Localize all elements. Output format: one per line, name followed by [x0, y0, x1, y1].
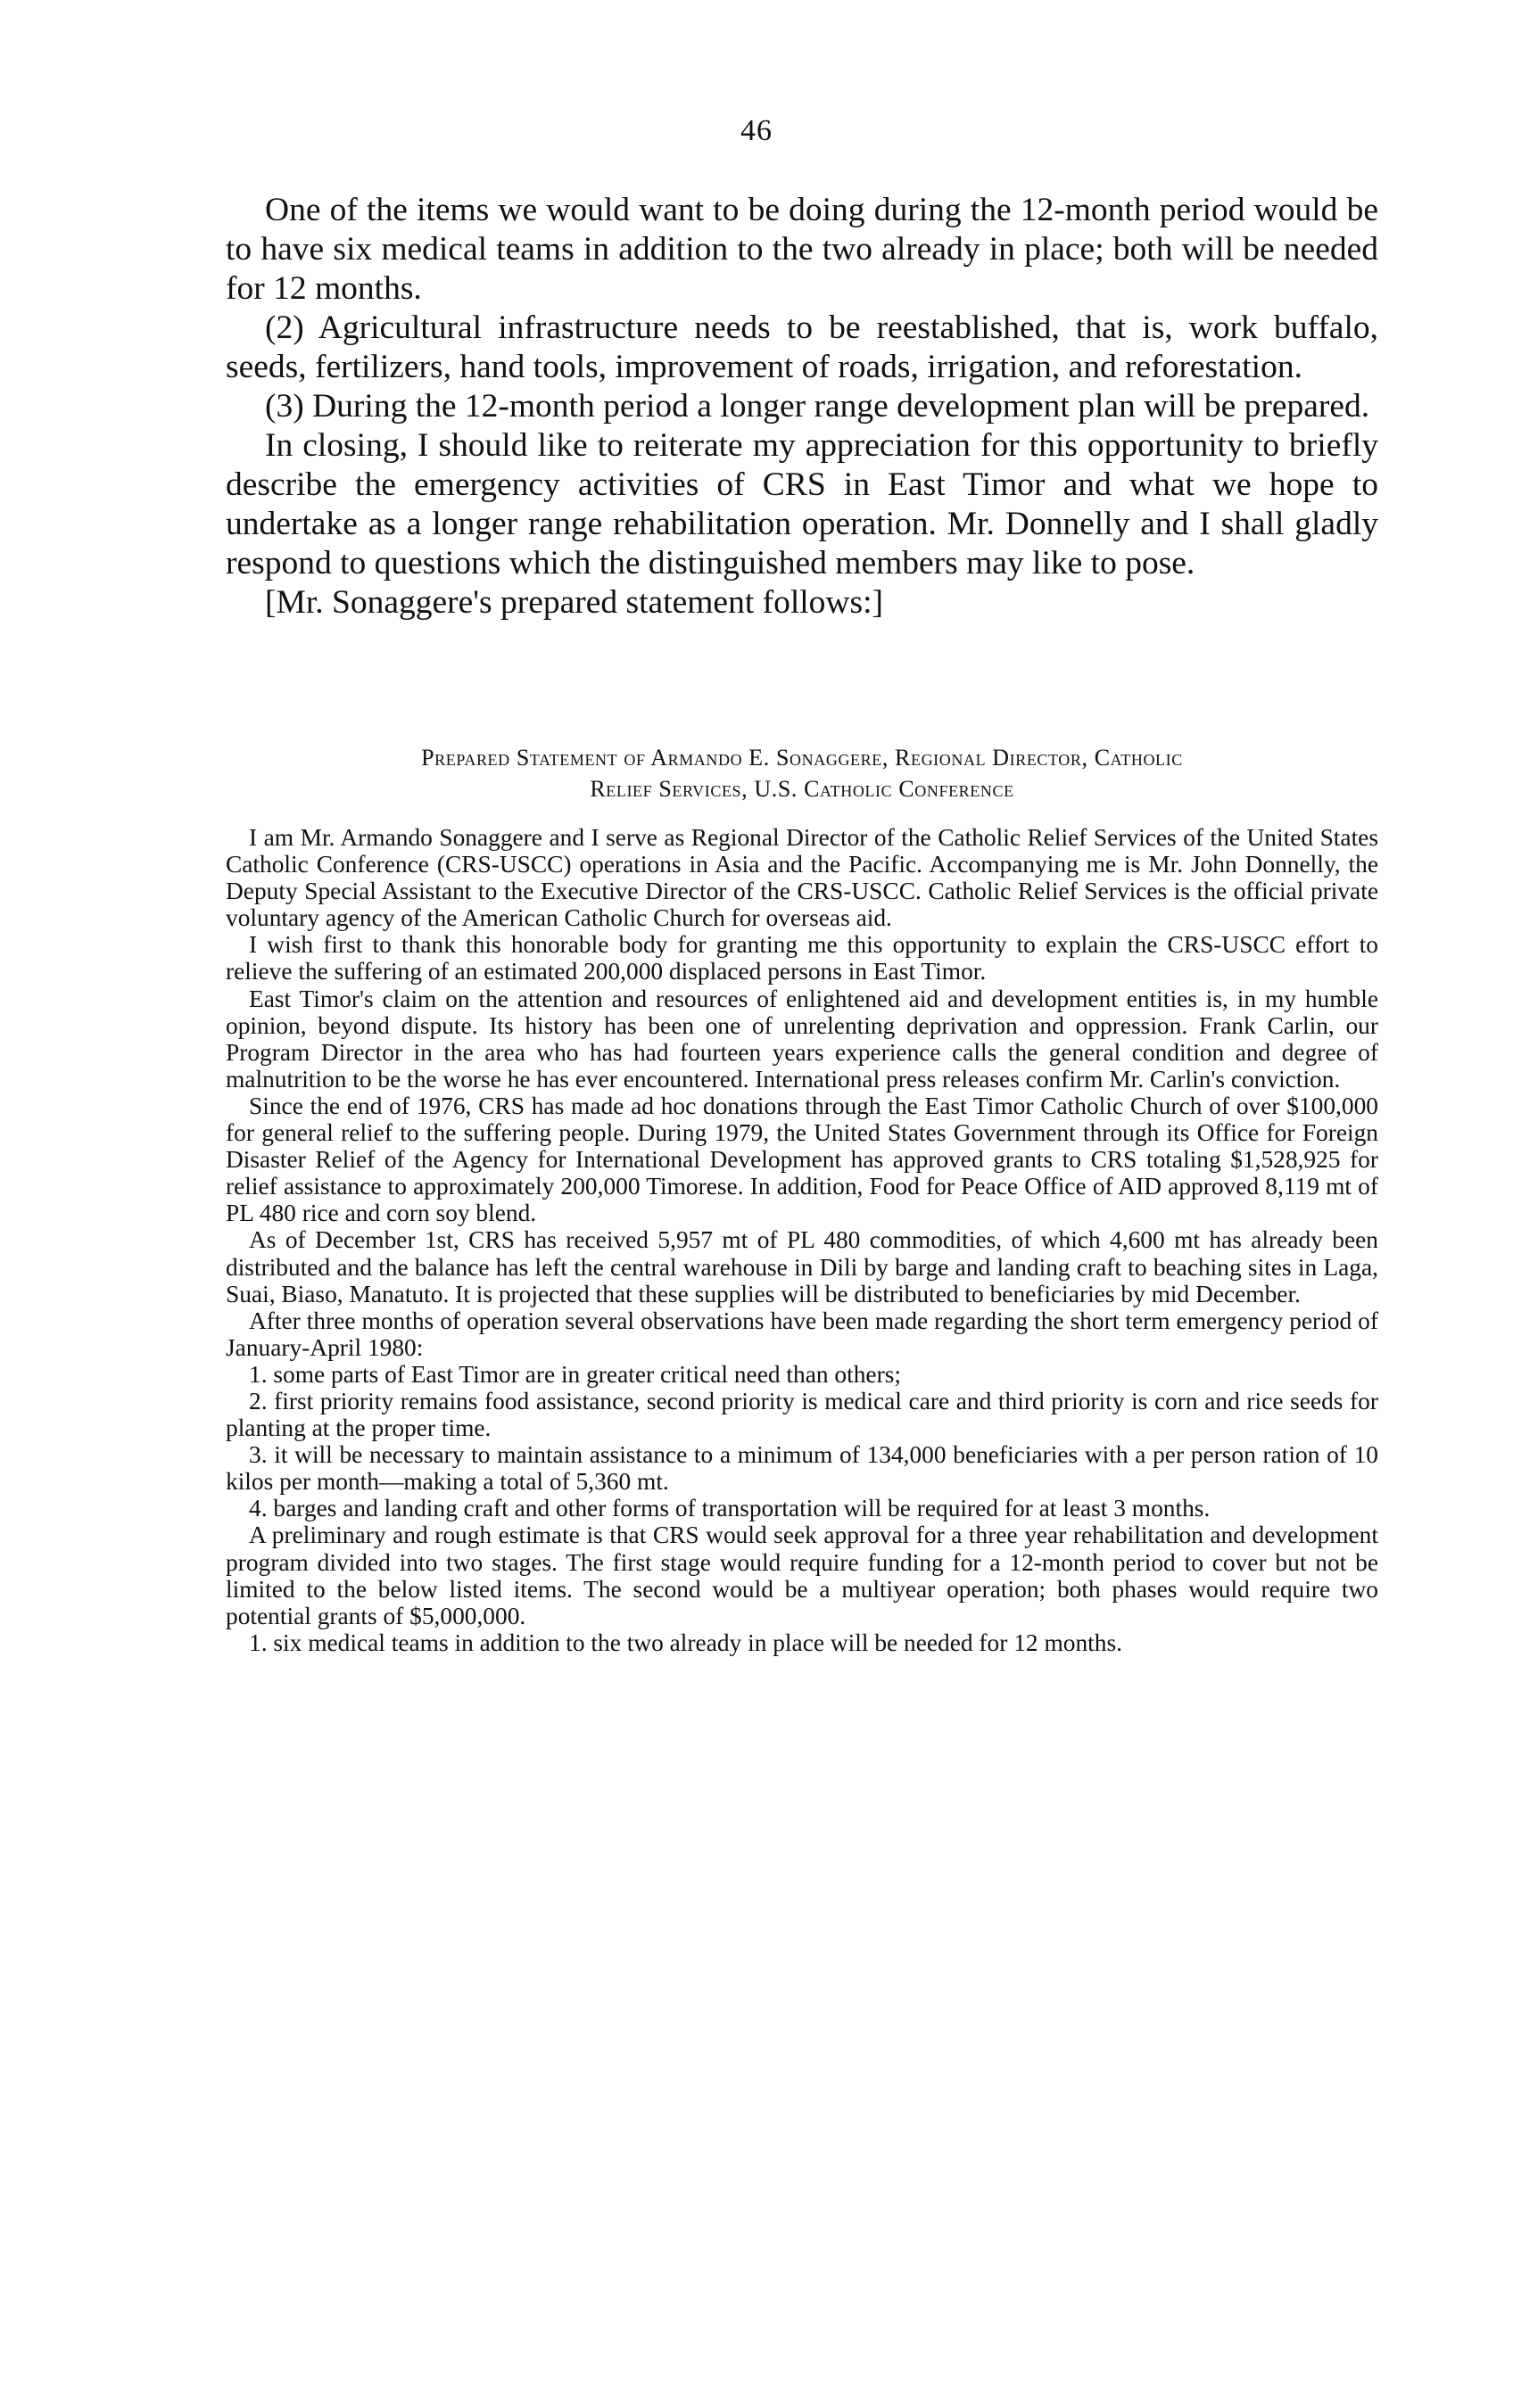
statement-paragraph: I wish first to thank this honorable body for granting me this opportunity to explain the CRS-USCC effort to relieve the suffering of an estimated 200,000 displaced persons in East Timor. — [226, 931, 1378, 985]
statement-heading — [226, 742, 1378, 804]
testimony-paragraph: In closing, I should like to reiterate my appreciation for this opportunity to briefly describe the emergency activities of CRS in East Timor and what we hope to undertake as a longer range rehabilitation operation. Mr. Donnelly and I shall gladly respond to questions which the distinguished members may like to pose. — [226, 427, 1378, 581]
statement-paragraph: I am Mr. Armando Sonaggere and I serve as Regional Director of the Catholic Relief Services of the United States Catholic Conference (CRS-USCC) operations in Asia and the Pacific. Accompanying me is Mr. John Donnelly, the Deputy Special Assistant to the Executive Director of the CRS-USCC. Catholic Relief Services is the official private voluntary agency of the American Catholic Church for overseas aid. — [226, 824, 1378, 932]
statement-paragraph: As of December 1st, CRS has received 5,957 mt of PL 480 commodities, of which 4,600 mt has already been distributed and the balance has left the central warehouse in Dili by barge and landing craft to beaching sites in Laga, Suai, Biaso, Manatuto. It is projected that these supplies will be distributed to beneficiaries by mid December. — [226, 1226, 1378, 1307]
testimony-text — [226, 191, 1378, 623]
statement-paragraph: A preliminary and rough estimate is that CRS would seek approval for a three year rehabilitation and development program divided into two stages. The first stage would require funding for a 12-month period to cover but not be limited to the below listed items. The second would be a multiyear operation; both phases would require two potential grants of $5,000,000. — [226, 1521, 1378, 1629]
statement-paragraph: East Timor's claim on the attention and resources of enlightened aid and development entities is, in my humble opinion, beyond dispute. Its history has been one of unrelenting deprivation and oppression. Frank Carlin, our Program Director in the area who has had fourteen years experience calls the general condition and degree of malnutrition to be the worse he has ever encountered. International press releases confirm Mr. Carlin's conviction. — [226, 985, 1378, 1093]
page-number: 46 — [740, 114, 773, 147]
statement-heading-line: Relief Services, U.S. Catholic Conference — [590, 776, 1014, 802]
testimony-paragraph: (2) Agricultural infrastructure needs to be reestablished, that is, work buffalo, seeds, fertilizers, hand tools, improvement of roads, irrigation, and reforestation. — [226, 309, 1378, 385]
statement-heading-line: Prepared Statement of Armando E. Sonaggere, Regional Director, Catholic — [421, 745, 1183, 771]
list-item: 1. six medical teams in addition to the two already in place will be needed for 12 months. — [249, 1629, 1122, 1656]
list-item: 2. first priority remains food assistance, second priority is medical care and third priority is corn and rice seeds for planting at the proper time. — [226, 1387, 1378, 1442]
statement-paragraph: Since the end of 1976, CRS has made ad hoc donations through the East Timor Catholic Church of over $100,000 for general relief to the suffering people. During 1979, the United States Government through its Office for Foreign Disaster Relief of the Agency for International Development has approved grants to CRS totaling $1,528,925 for relief assistance to approximately 200,000 Timorese. In addition, Food for Peace Office of AID approved 8,119 mt of PL 480 rice and corn soy blend. — [226, 1092, 1378, 1227]
list-item: 4. barges and landing craft and other forms of transportation will be required for at least 3 months. — [249, 1495, 1211, 1522]
list-item: 3. it will be necessary to maintain assistance to a minimum of 134,000 beneficiaries with a per person ration of 10 kilos per month—making a total of 5,360 mt. — [226, 1441, 1378, 1496]
testimony-paragraph: (3) During the 12-month period a longer range development plan will be prepared. — [265, 388, 1370, 425]
testimony-paragraph: One of the items we would want to be doing during the 12-month period would be to have six medical teams in addition to the two already in place; both will be needed for 12 months. — [226, 192, 1378, 307]
prepared-statement-text — [226, 824, 1378, 1656]
statement-paragraph: After three months of operation several observations have been made regarding the short term emergency period of January-April 1980: — [226, 1307, 1378, 1361]
list-item: 1. some parts of East Timor are in greater critical need than others; — [249, 1360, 901, 1388]
testimony-paragraph: [Mr. Sonaggere's prepared statement follows:] — [265, 584, 884, 621]
